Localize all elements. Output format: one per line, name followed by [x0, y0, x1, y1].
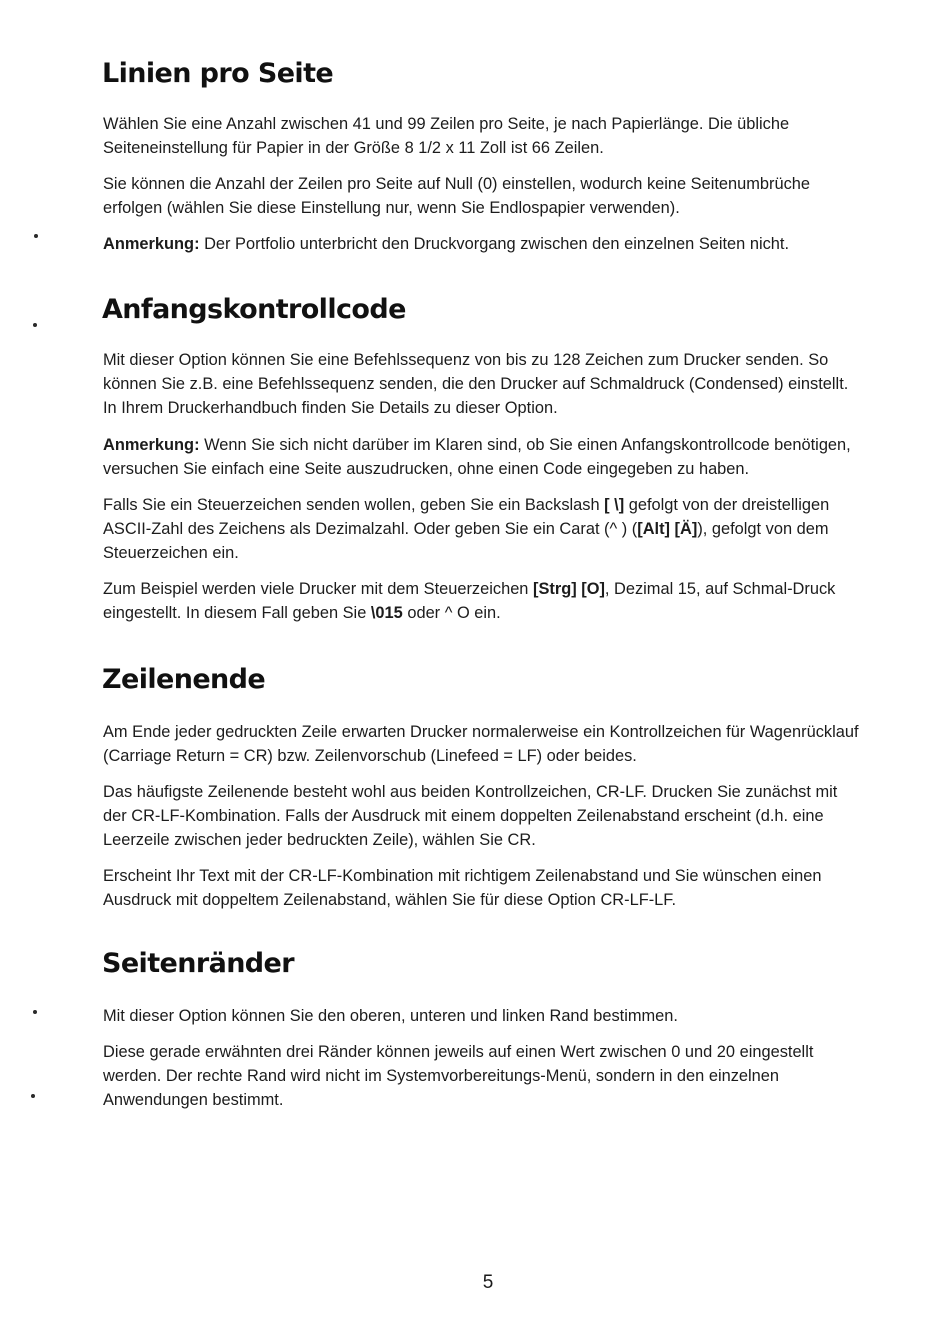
note-paragraph: [103, 433, 865, 481]
paragraph: Am Ende jeder gedruckten Zeile erwarten Drucker normalerweise ein Kontrollzeichen für Wagenrücklauf (Carriage Return = CR) bzw. Zeilenvorschub (Linefeed = LF) oder beides.: [103, 723, 859, 765]
paragraph: Mit dieser Option können Sie den oberen, unteren und linken Rand bestimmen.: [103, 1007, 678, 1025]
note-label: Anmerkung:: [103, 235, 200, 253]
key-backslash: [ \]: [604, 496, 625, 514]
note-label: Anmerkung:: [103, 436, 200, 454]
paragraph: Das häufigste Zeilenende besteht wohl aus beiden Kontrollzeichen, CR-LF. Drucken Sie zunächst mit der CR-LF-Kombination. Falls der Ausdruck mit einem doppelten Zeilenabstand erscheint (d.h. eine Leerzeile zwischen jeder bedruckten Zeile), wählen Sie CR.: [103, 783, 838, 849]
section-heading-zeilenende: Zeilenende: [102, 664, 266, 695]
note-paragraph: [103, 232, 865, 256]
key-strg-o: [Strg] [O]: [532, 580, 605, 598]
scan-speck: [31, 1094, 35, 1098]
paragraph: Erscheint Ihr Text mit der CR-LF-Kombination mit richtigem Zeilenabstand und Sie wünschen einen Ausdruck mit doppeltem Zeilenabstand, wählen Sie für diese Option CR-LF-LF.: [103, 867, 822, 909]
section-heading-anfangskontrollcode: Anfangskontrollcode: [102, 294, 406, 325]
paragraph: Diese gerade erwähnten drei Ränder können jeweils auf einen Wert zwischen 0 und 20 eingestellt werden. Der rechte Rand wird nicht im Systemvorbereitungs-Menü, sondern in den einzelnen Anwendungen bestimmt.: [103, 1043, 814, 1109]
page-number: 5: [482, 1272, 494, 1293]
paragraph: [103, 577, 865, 625]
scan-speck: [33, 1010, 37, 1014]
scan-speck: [33, 323, 37, 327]
text-run: gefolgt von der dreistelligen ASCII-Zahl des Zeichens als Dezimalzahl. Oder geben Sie ein Carat (^ ) (: [103, 496, 830, 538]
note-text: Der Portfolio unterbricht den Druckvorgang zwischen den einzelnen Seiten nicht.: [204, 235, 790, 253]
scan-speck: [34, 234, 38, 238]
text-run: ), gefolgt von dem Steuerzeichen ein.: [103, 520, 829, 562]
paragraph: Sie können die Anzahl der Zeilen pro Seite auf Null (0) einstellen, wodurch keine Seitenumbrüche erfolgen (wählen Sie diese Einstellung nur, wenn Sie Endlospapier verwenden).: [103, 175, 811, 217]
text-run: , Dezimal 15, auf Schmal-Druck eingestellt. In diesem Fall geben Sie: [103, 580, 836, 622]
text-run: Falls Sie ein Steuerzeichen senden wollen, geben Sie ein Backslash: [103, 496, 605, 514]
section-heading-seitenraender: Seitenränder: [102, 948, 294, 979]
key-alt-ae: [Alt] [Ä]: [637, 520, 698, 538]
text-run: Zum Beispiel werden viele Drucker mit dem Steuerzeichen: [103, 580, 533, 598]
paragraph: Mit dieser Option können Sie eine Befehlssequenz von bis zu 128 Zeichen zum Drucker senden. So können Sie z.B. eine Befehlssequenz senden, die den Drucker auf Schmaldruck (Condensed) einstellt. In Ihrem Druckerhandbuch finden Sie Details zu dieser Option.: [103, 351, 849, 417]
note-text: Wenn Sie sich nicht darüber im Klaren sind, ob Sie einen Anfangskontrollcode benötigen, versuchen Sie einfach eine Seite auszudrucken, ohne einen Code eingegeben zu haben.: [103, 436, 851, 478]
paragraph: Wählen Sie eine Anzahl zwischen 41 und 99 Zeilen pro Seite, je nach Papierlänge. Die übliche Seiteneinstellung für Papier in der Größe 8 1/2 x 11 Zoll ist 66 Zeilen.: [103, 115, 790, 157]
paragraph: [103, 493, 865, 565]
text-run: oder ^ O ein.: [402, 604, 501, 622]
code-015: \015: [370, 604, 403, 622]
section-heading-linien-pro-seite: Linien pro Seite: [102, 58, 334, 89]
